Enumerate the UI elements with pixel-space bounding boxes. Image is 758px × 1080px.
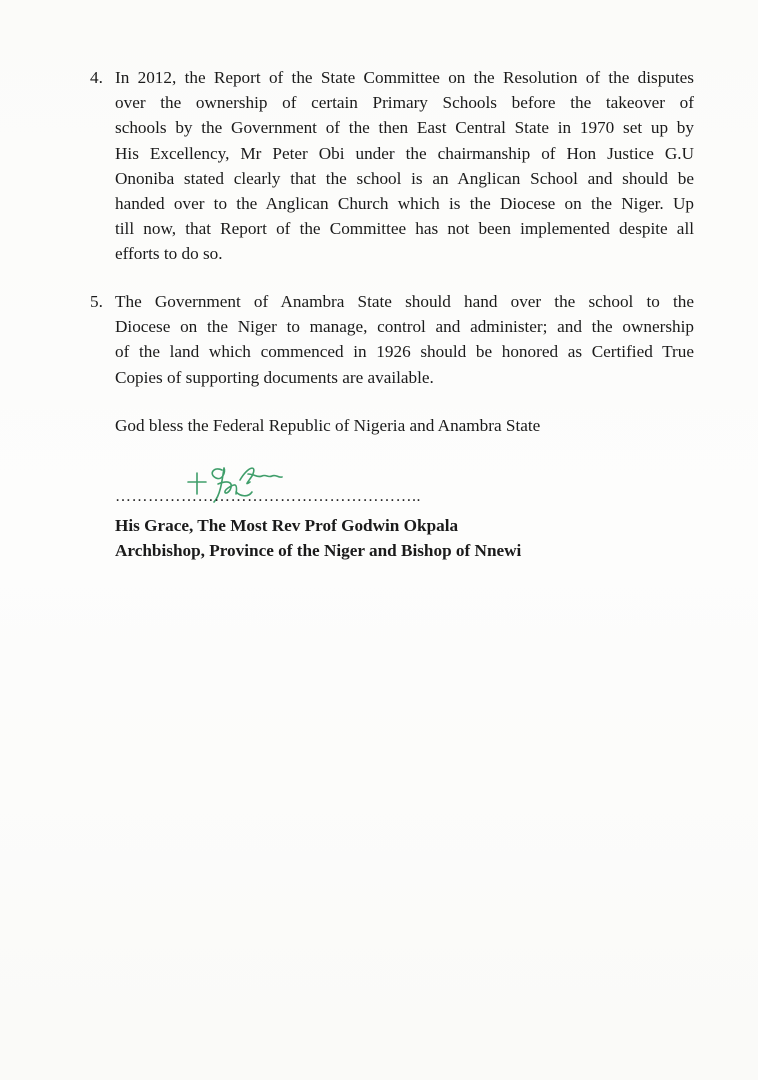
signature-dotted-line: ……………………………………………….. (115, 488, 421, 505)
signer-title: Archbishop, Province of the Niger and Bishop of Nnewi (115, 541, 522, 560)
paragraph-4 (90, 65, 694, 267)
paragraph-line: His Excellency, Mr Peter Obi under the chairmanship of Hon Justice G.U (115, 143, 694, 163)
paragraph-line: till now, that Report of the Committee has not been implemented despite all (115, 219, 694, 239)
paragraph-line: schools by the Government of the then East Central State in 1970 set up by (115, 118, 694, 138)
paragraph-line: handed over to the Anglican Church which is the Diocese on the Niger. Up (115, 194, 694, 214)
paragraph-line: of the land which commenced in 1926 should be honored as Certified True (115, 342, 694, 362)
signer-name: His Grace, The Most Rev Prof Godwin Okpala (115, 516, 459, 535)
paragraph-line: The Government of Anambra State should hand over the school to the (115, 292, 694, 311)
paragraph-number: 4. (90, 68, 103, 87)
paragraph-line: Copies of supporting documents are available. (115, 367, 434, 387)
paragraph-number: 5. (90, 292, 103, 311)
paragraph-line: Ononiba stated clearly that the school is an Anglican School and should be (115, 168, 694, 188)
paragraph-line: over the ownership of certain Primary Schools before the takeover of (115, 93, 694, 113)
paragraph-5 (90, 289, 694, 390)
paragraph-line: Diocese on the Niger to manage, control and administer; and the ownership (115, 317, 694, 337)
paragraph-line: efforts to do so. (115, 244, 223, 264)
paragraph-line: In 2012, the Report of the State Committee on the Resolution of the disputes (115, 68, 694, 87)
closing-blessing: God bless the Federal Republic of Nigeria and Anambra State (115, 416, 541, 435)
